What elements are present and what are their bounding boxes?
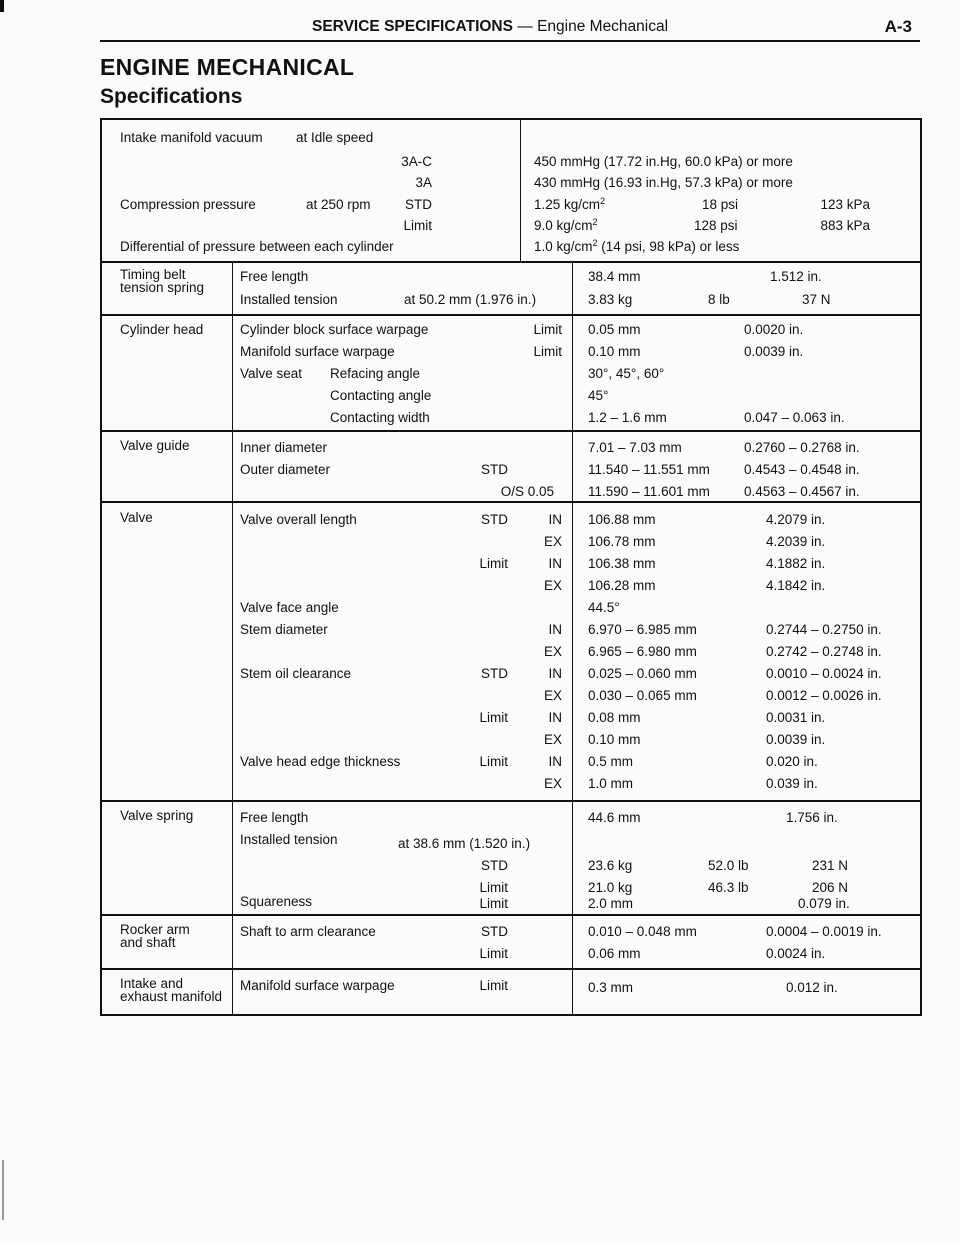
valve-value: 6.965 – 6.980 mm xyxy=(588,644,697,659)
valve-value: 0.030 – 0.065 mm xyxy=(588,688,697,703)
inner-diameter-label: Inner diameter xyxy=(240,440,328,455)
valve-limit-label: Limit xyxy=(479,556,508,571)
timing-installed-label: Installed tension xyxy=(240,292,338,307)
valve-value: 0.0039 in. xyxy=(766,732,826,747)
rocker-category-2: and shaft xyxy=(120,935,176,950)
ex-label: EX xyxy=(543,534,562,549)
page-number: A-3 xyxy=(884,17,912,36)
differential-value: 1.0 $kg/cm^2$ (14 psi, 98 kPa) or less xyxy=(534,238,740,254)
valve-guide-category: Valve guide xyxy=(120,438,190,453)
timing-free-mm: 38.4 mm xyxy=(588,269,641,284)
valve-value: 106.28 mm xyxy=(588,578,656,593)
valve-value: 106.78 mm xyxy=(588,534,656,549)
compression-limit-psi: 128 psi xyxy=(694,218,738,233)
valve-seat-label: Valve seat xyxy=(240,366,303,381)
ex-label: EX xyxy=(543,644,562,659)
guide-value: 11.590 – 11.601 mm xyxy=(588,484,710,499)
stem-oil-clearance-label: Stem oil clearance xyxy=(240,666,352,681)
stem-diameter-label: Stem diameter xyxy=(240,622,328,637)
timing-installed-condition: at 50.2 mm (1.976 in.) xyxy=(404,292,537,307)
compression-std-label: STD xyxy=(405,197,432,212)
cylhead-value: 0.10 mm xyxy=(588,344,641,359)
intake-vacuum-condition: at Idle speed xyxy=(296,130,374,145)
col-divider-category xyxy=(232,262,233,1016)
manifold-value-mm: 0.3 mm xyxy=(588,980,634,995)
rocker-value: 0.0024 in. xyxy=(766,946,826,961)
ex-label: EX xyxy=(543,732,562,747)
compression-limit-kpa: 883 kPa xyxy=(820,218,870,233)
valve-value: 0.08 mm xyxy=(588,710,641,725)
row-line xyxy=(102,968,920,970)
vacuum-3a-value: 430 mmHg (16.93 in.Hg, 57.3 kPa) or more xyxy=(534,175,793,190)
oil-limit-label: Limit xyxy=(479,710,508,725)
valve-value: 0.10 mm xyxy=(588,732,641,747)
valve-value: 0.039 in. xyxy=(766,776,818,791)
col-divider-values xyxy=(572,262,573,1016)
cylhead-value: 1.2 – 1.6 mm xyxy=(588,410,667,425)
in-label: IN xyxy=(548,512,562,527)
valve-value: 4.1842 in. xyxy=(766,578,826,593)
cylhead-value: 0.0020 in. xyxy=(744,322,804,337)
compression-std-kg: 1.25 $kg/cm^2$ xyxy=(534,196,606,212)
timing-installed-n: 37 N xyxy=(802,292,831,307)
spring-installed-condition: at 38.6 mm (1.520 in.) xyxy=(398,836,531,851)
timing-free-in: 1.512 in. xyxy=(770,269,822,284)
manifold-category-2: exhaust manifold xyxy=(120,989,223,1004)
head-edge-thickness-label: Valve head edge thickness xyxy=(240,754,401,769)
timing-installed-kg: 3.83 kg xyxy=(588,292,633,307)
running-header xyxy=(100,14,920,42)
guide-value: 0.4543 – 0.4548 in. xyxy=(744,462,860,477)
compression-label: Compression pressure xyxy=(120,197,256,212)
head-limit-label: Limit xyxy=(479,754,508,769)
squareness-label: Squareness xyxy=(240,894,313,909)
scan-edge-mark xyxy=(2,1160,4,1220)
guide-value: 0.4563 – 0.4567 in. xyxy=(744,484,860,499)
valve-value: 44.5° xyxy=(588,600,620,615)
contacting-width-label: Contacting width xyxy=(330,410,430,425)
valve-std-label: STD xyxy=(481,512,508,527)
row-line xyxy=(102,800,920,802)
cylhead-value: 0.0039 in. xyxy=(744,344,804,359)
rocker-value: 0.0004 – 0.0019 in. xyxy=(766,924,882,939)
valve-value: 0.0012 – 0.0026 in. xyxy=(766,688,882,703)
valve-value: 0.0031 in. xyxy=(766,710,826,725)
spring-std-label: STD xyxy=(481,858,508,873)
model-3a: 3A xyxy=(415,175,432,190)
valve-value: 1.0 mm xyxy=(588,776,634,791)
valve-value: 106.88 mm xyxy=(588,512,656,527)
row-line xyxy=(102,914,920,916)
in-label: IN xyxy=(548,666,562,681)
rocker-category: Rocker arm xyxy=(120,922,190,937)
in-label: IN xyxy=(548,622,562,637)
valve-value: 4.2079 in. xyxy=(766,512,826,527)
valve-value: 106.38 mm xyxy=(588,556,656,571)
in-label: IN xyxy=(548,710,562,725)
shaft-clearance-label: Shaft to arm clearance xyxy=(240,924,376,939)
compression-std-psi: 18 psi xyxy=(702,197,739,212)
ex-label: EX xyxy=(543,776,562,791)
valve-value: 4.1882 in. xyxy=(766,556,826,571)
spring-limit-kg: 21.0 kg xyxy=(588,880,633,895)
row-line xyxy=(102,261,920,263)
manifold-category: Intake and xyxy=(120,976,184,991)
spring-std-kg: 23.6 kg xyxy=(588,858,633,873)
contacting-angle-label: Contacting angle xyxy=(330,388,432,403)
rocker-limit-label: Limit xyxy=(479,946,508,961)
differential-label: Differential of pressure between each cylinder xyxy=(120,239,394,254)
refacing-angle-label: Refacing angle xyxy=(330,366,421,381)
oil-std-label: STD xyxy=(481,666,508,681)
face-angle-label: Valve face angle xyxy=(240,600,339,615)
block-warpage-label: Cylinder block surface warpage xyxy=(240,322,429,337)
spring-std-n: 231 N xyxy=(812,858,849,873)
guide-value: 11.540 – 11.551 mm xyxy=(588,462,710,477)
page-corner-mark xyxy=(0,0,4,12)
valve-value: 0.2742 – 0.2748 in. xyxy=(766,644,882,659)
valve-value: 0.2744 – 0.2750 in. xyxy=(766,622,882,637)
cylhead-value: 0.047 – 0.063 in. xyxy=(744,410,845,425)
valve-value: 6.970 – 6.985 mm xyxy=(588,622,697,637)
squareness-mm: 2.0 mm xyxy=(588,896,634,911)
row-line xyxy=(102,501,920,503)
spring-installed-label: Installed tension xyxy=(240,832,338,847)
squareness-limit-label: Limit xyxy=(479,896,508,911)
block-warpage-limit: Limit xyxy=(533,322,562,337)
row-line xyxy=(102,430,920,432)
spring-limit-lb: 46.3 lb xyxy=(708,880,749,895)
timing-belt-category: Timing belt xyxy=(120,267,186,282)
spring-limit-label: Limit xyxy=(479,880,508,895)
timing-installed-lb: 8 lb xyxy=(708,292,730,307)
manifold-warpage-label: Manifold surface warpage xyxy=(240,978,395,993)
spring-free-mm: 44.6 mm xyxy=(588,810,641,825)
guide-value: 0.2760 – 0.2768 in. xyxy=(744,440,860,455)
spring-std-lb: 52.0 lb xyxy=(708,858,749,873)
guide-value: 7.01 – 7.03 mm xyxy=(588,440,682,455)
valve-value: 0.020 in. xyxy=(766,754,818,769)
intake-vacuum-label: Intake manifold vacuum xyxy=(120,130,263,145)
header-title: SERVICE SPECIFICATIONS — Engine Mechanical xyxy=(312,18,669,35)
compression-condition: at 250 rpm xyxy=(306,197,371,212)
manifold-warpage-limit: Limit xyxy=(533,344,562,359)
valve-value: 0.025 – 0.060 mm xyxy=(588,666,697,681)
compression-limit-kg: 9.0 $kg/cm^2$ xyxy=(534,217,598,233)
valve-value: 0.0010 – 0.0024 in. xyxy=(766,666,882,681)
valve-category: Valve xyxy=(120,510,153,525)
in-label: IN xyxy=(548,754,562,769)
manifold-value-in: 0.012 in. xyxy=(786,980,838,995)
row-line xyxy=(102,314,920,316)
vacuum-3ac-value: 450 mmHg (17.72 in.Hg, 60.0 kPa) or more xyxy=(534,154,793,169)
cylhead-value: 30°, 45°, 60° xyxy=(588,366,665,381)
timing-free-length-label: Free length xyxy=(240,269,309,284)
outer-diameter-label: Outer diameter xyxy=(240,462,331,477)
guide-os-label: O/S 0.05 xyxy=(500,484,554,499)
top-divider xyxy=(520,120,521,262)
spring-free-in: 1.756 in. xyxy=(786,810,838,825)
rocker-value: 0.010 – 0.048 mm xyxy=(588,924,697,939)
cylhead-value: 45° xyxy=(588,388,609,403)
manifold-warpage-label: Manifold surface warpage xyxy=(240,344,395,359)
valve-value: 0.5 mm xyxy=(588,754,634,769)
specifications-table xyxy=(100,118,922,1016)
valve-value: 4.2039 in. xyxy=(766,534,826,549)
valve-spring-category: Valve spring xyxy=(120,808,194,823)
guide-std-label: STD xyxy=(481,462,508,477)
spring-limit-n: 206 N xyxy=(812,880,849,895)
subsection-heading: Specifications xyxy=(100,85,243,108)
ex-label: EX xyxy=(543,688,562,703)
cylinder-head-category: Cylinder head xyxy=(120,322,204,337)
manifold-limit-label: Limit xyxy=(479,978,508,993)
rocker-value: 0.06 mm xyxy=(588,946,641,961)
squareness-in: 0.079 in. xyxy=(798,896,850,911)
timing-belt-category-2: tension spring xyxy=(120,280,205,295)
in-label: IN xyxy=(548,556,562,571)
compression-std-kpa: 123 kPa xyxy=(820,197,870,212)
overall-length-label: Valve overall length xyxy=(240,512,357,527)
spring-free-length-label: Free length xyxy=(240,810,309,825)
model-3ac: 3A-C xyxy=(401,154,432,169)
ex-label: EX xyxy=(543,578,562,593)
cylhead-value: 0.05 mm xyxy=(588,322,641,337)
section-heading: ENGINE MECHANICAL xyxy=(100,54,355,80)
rocker-std-label: STD xyxy=(481,924,508,939)
compression-limit-label: Limit xyxy=(403,218,432,233)
